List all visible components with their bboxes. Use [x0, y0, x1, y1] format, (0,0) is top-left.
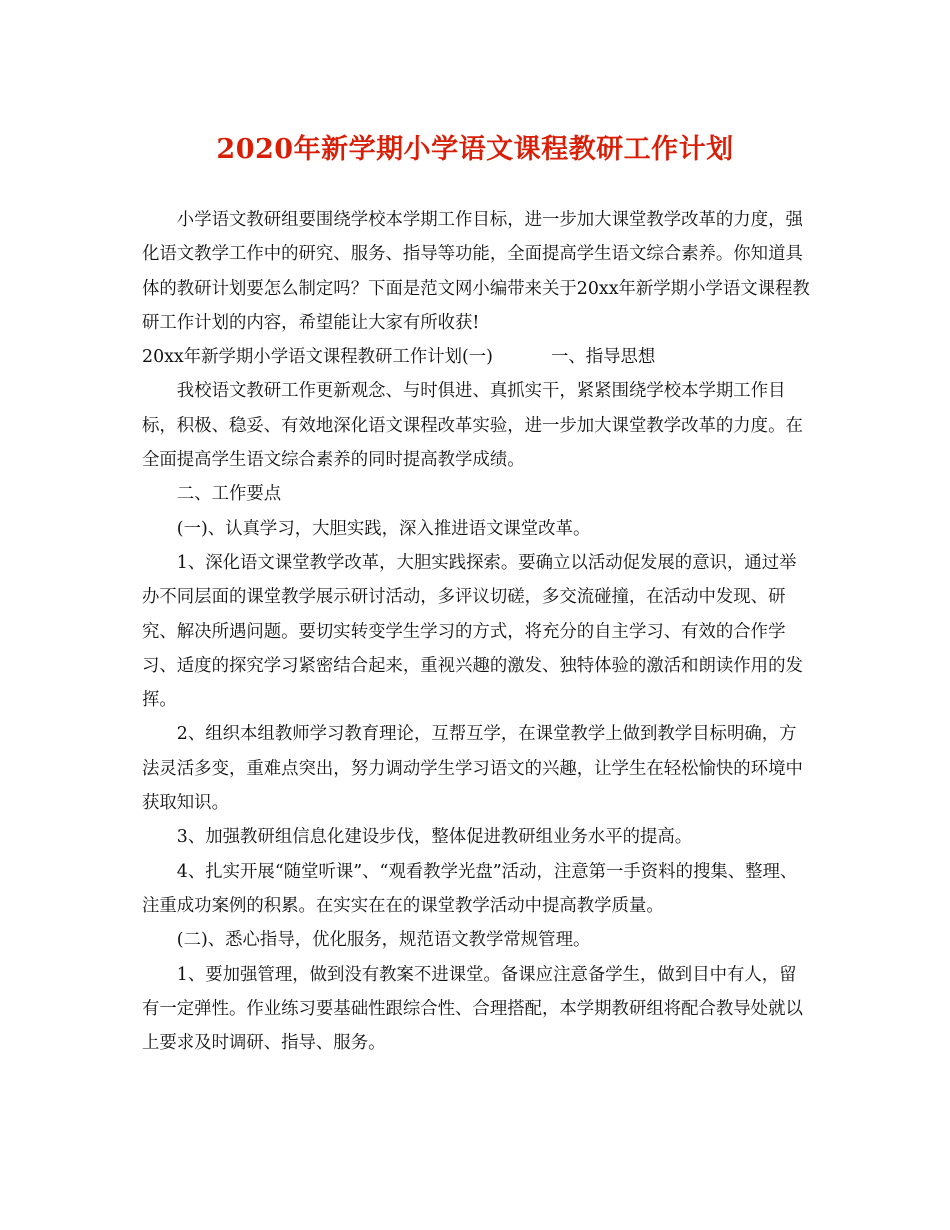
work-item-5: 1、要加强管理，做到没有教案不进课堂。备课应注意备学生，做到目中有人，留有一定弹性。作业练习要基础性跟综合性、合理搭配，本学期教研组将配合教导处就以上要求及时调研、指导、服务。 — [142, 964, 803, 1054]
plan-heading: 20xx年新学期小学语文课程教研工作计划(一) — [142, 347, 493, 368]
section-one-heading: 一、指导思想 — [550, 347, 656, 368]
point-one-heading: (一)、认真学习，大胆实践，深入推进语文课堂改革。 — [176, 518, 591, 539]
work-item-4: 4、扎实开展“随堂听课”、“观看教学光盘”活动，注意第一手资料的搜集、整理、注重成功案例的积累。在实实在在的课堂教学活动中提高教学质量。 — [142, 861, 798, 916]
work-item-2: 2、组织本组教师学习教育理论，互帮互学，在课堂教学上做到教学目标明确，方法灵活多变，重难点突出，努力调动学生学习语文的兴趣，让学生在轻松愉快的环境中获取知识。 — [142, 724, 803, 814]
guiding-paragraph: 我校语文教研工作更新观念、与时俱进、真抓实干，紧紧围绕学校本学期工作目标，积极、稳妥、有效地深化语文课程改革实验，进一步加大课堂教学改革的力度。在全面提高学生语文综合素养的同时提高教学成绩。 — [142, 381, 803, 471]
intro-paragraph: 小学语文教研组要围绕学校本学期工作目标，进一步加大课堂教学改革的力度，强化语文教学工作中的研究、服务、指导等功能，全面提高学生语文综合素养。你知道具体的教研计划要怎么制定吗？下面是范文网小编带来关于20xx年新学期小学语文课程教研工作计划的内容，希望能让大家有所收获! — [142, 210, 810, 333]
point-two-heading: (二)、悉心指导，优化服务，规范语文教学常规管理。 — [176, 930, 591, 951]
document-body — [142, 203, 810, 1060]
work-item-3: 3、加强教研组信息化建设步伐，整体促进教研组业务水平的提高。 — [176, 827, 693, 848]
page-title: 2020年新学期小学语文课程教研工作计划 — [216, 134, 734, 165]
section-two-heading: 二、工作要点 — [176, 484, 282, 505]
plan-heading-line — [142, 340, 810, 374]
work-item-1: 1、深化语文课堂教学改革，大胆实践探索。要确立以活动促发展的意识，通过举办不同层面的课堂教学展示研讨活动，多评议切磋，多交流碰撞，在活动中发现、研究、解决所遇问题。要切实转变学生学习的方式，将充分的自主学习、有效的合作学习、适度的探究学习紧密结合起来，重视兴趣的激发、独特体验的激活和朗读作用的发挥。 — [142, 552, 803, 711]
